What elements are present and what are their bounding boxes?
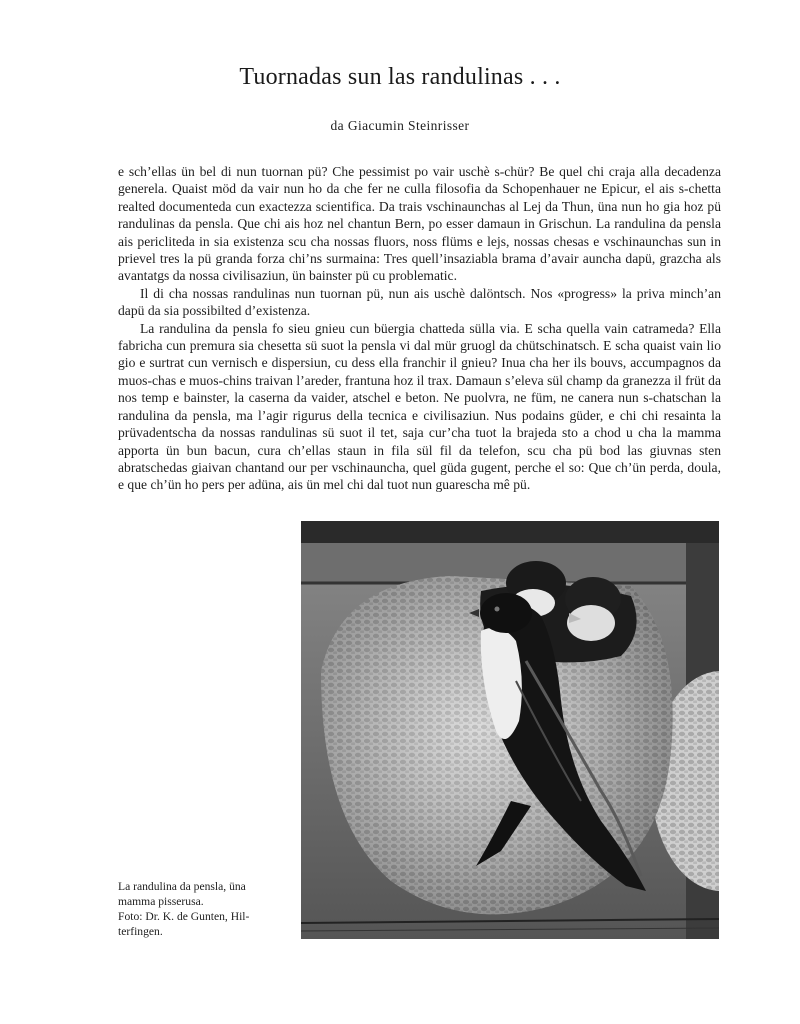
house-martin-nest-photo	[301, 521, 719, 939]
paragraph-3: La randulina da pensla fo sieu gnieu cun büergia chatteda sülla via. E scha quella vain catrameda? Ella fabricha cun premura sia chesetta sü suot la pensla vi dal mür gruogl da chütschinatsch. E scha quaist vain lio gio e surtrat cun vernisch e dispersiun, cu dess ella franchir il gnieu? Inua cha her ils bouvs, accumpagnos da muos-chas e muos-chins traivan l’areder, frantuna hoz il trax. Damaun s’eleva sül champ da granezza il früt da nos temp e bainster, la caserna da vaider, atschel e beton. Ne puolvra, ne füm, ne canera nun s-chatschan la randulina da pensla, ma l’agir rigurus della tecnica e civilisaziun. Nus podains güder, e chi chi resainta la prüvadentscha da nossas randulinas sü suot il tet, saja cur’cha tuot la brajeda sto a chod u cha la mamma apporta ün bun bacun, cura ch’ellas staun in fila sül fil da telefon, scu cha pü bod las giuvnas sten abratschedas giaivan chantand our per vschinauncha, quel güda gugent, perche el so: Que ch’ün perda, doula, e que ch’ün ho pers per adüna, ais ün mel chi dal tuot nun guarescha mê pü.	[118, 320, 721, 493]
article-title: Tuornadas sun las randulinas . . .	[239, 64, 561, 90]
article-author: da Giacumin Steinrisser	[330, 118, 470, 133]
caption-line: La randulina da pensla, üna	[118, 880, 246, 893]
photo-caption	[118, 879, 294, 939]
photo-credit: terfingen.	[118, 925, 163, 938]
caption-line: mamma pisserusa.	[118, 895, 204, 908]
paragraph-1: e sch’ellas ün bel di nun tuornan pü? Che pessimist po vair uschè s-chür? Be quel chi craja alla decadenza generela. Quaist möd da vair nun ho da che fer ne culla filosofia da Schopenhauer ne Epicur, el ais s-chetta realted documenteda cun exactezza scientifica. Da trais vschinaunchas al Lej da Thun, üna nun ho gia hoz pü randulinas da pensla. Que chi ais hoz nel chantun Bern, po esser damaun in Grischun. La randulina da pensla ais pericliteda in sia existenza scu cha nossas fluors, noss flüms e lejs, nossas chesas e vschinaunchas sun in prievel tres la pü granda forza chi’ns surmaina: Tres quell’insaziabla brama d’avair auncha dapü, grazcha als avantatgs da nossa civilisaziun, ün bainster pü cu problematic.	[118, 164, 721, 284]
article-body	[118, 163, 721, 494]
photo-credit: Foto: Dr. K. de Gunten, Hil-	[118, 910, 250, 923]
paragraph-2: Il di cha nossas randulinas nun tuornan pü, nun ais uschè dalöntsch. Nos «progress» la priva minch’an dapü da sia possibilted d’existenza.	[118, 285, 721, 319]
